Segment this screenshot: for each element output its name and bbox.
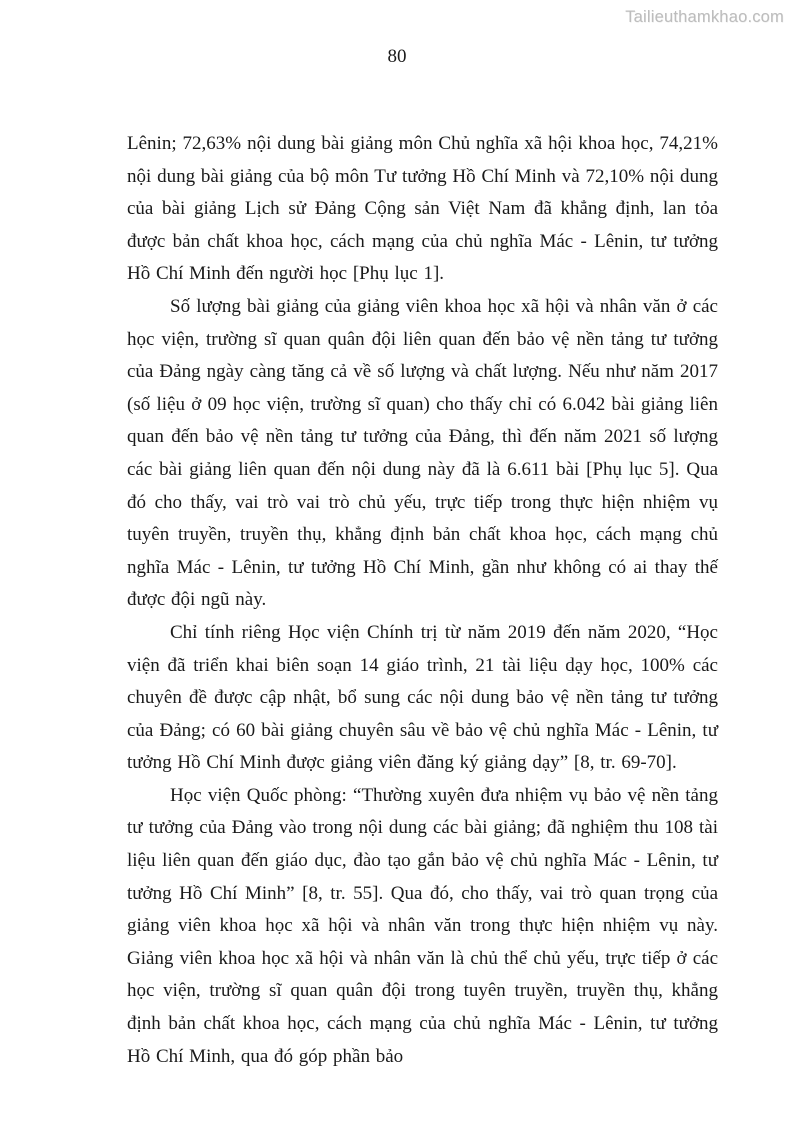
paragraph-lecture-counts: Số lượng bài giảng của giảng viên khoa học xã hội và nhân văn ở các học viện, trường sĩ quan quân đội liên quan đến bảo vệ nền tảng tư tưởng của Đảng ngày càng tăng cả về số lượng và chất lượng. Nếu như năm 2017 (số liệu ở 09 học viện, trường sĩ quan) cho thấy chỉ có 6.042 bài giảng liên quan đến bảo vệ nền tảng tư tưởng của Đảng, thì đến năm 2021 số lượng các bài giảng liên quan đến nội dung này đã là 6.611 bài [Phụ lục 5]. Qua đó cho thấy, vai trò vai trò chủ yếu, trực tiếp trong thực hiện nhiệm vụ tuyên truyền, truyền thụ, khẳng định bản chất khoa học, cách mạng chủ nghĩa Mác - Lênin, tư tưởng Hồ Chí Minh, gần như không có ai thay thế được đội ngũ này.	[127, 295, 718, 611]
page-number: 80	[387, 46, 407, 67]
paragraph-hoc-vien-quoc-phong: Học viện Quốc phòng: “Thường xuyên đưa nhiệm vụ bảo vệ nền tảng tư tưởng của Đảng vào trong nội dung các bài giảng; đã nghiệm thu 108 tài liệu liên quan đến giáo dục, đào tạo gắn bảo vệ chủ nghĩa Mác - Lênin, tư tưởng Hồ Chí Minh” [8, tr. 55]. Qua đó, cho thấy, vai trò quan trọng của giảng viên khoa học xã hội và nhân văn trong thực hiện nhiệm vụ này. Giảng viên khoa học xã hội và nhân văn là chủ thể chủ yếu, trực tiếp ở các học viện, trường sĩ quan quân đội trong tuyên truyền, truyền thụ, khẳng định bản chất khoa học, cách mạng của chủ nghĩa Mác - Lênin, tư tưởng Hồ Chí Minh, qua đó góp phần bảo	[127, 784, 718, 1067]
paragraph-continuation: Lênin; 72,63% nội dung bài giảng môn Chủ nghĩa xã hội khoa học, 74,21% nội dung bài giảng của bộ môn Tư tưởng Hồ Chí Minh và 72,10% nội dung của bài giảng Lịch sử Đảng Cộng sản Việt Nam đã khẳng định, lan tỏa được bản chất khoa học, cách mạng của chủ nghĩa Mác - Lênin, tư tưởng Hồ Chí Minh đến người học [Phụ lục 1].	[127, 133, 718, 285]
document-body	[127, 128, 718, 1073]
paragraph-hoc-vien-chinh-tri: Chỉ tính riêng Học viện Chính trị từ năm 2019 đến năm 2020, “Học viện đã triển khai biên soạn 14 giáo trình, 21 tài liệu dạy học, 100% các chuyên đề được cập nhật, bổ sung các nội dung bảo vệ nền tảng tư tưởng của Đảng; có 60 bài giảng chuyên sâu về bảo vệ chủ nghĩa Mác - Lênin, tư tưởng Hồ Chí Minh được giảng viên đăng ký giảng dạy” [8, tr. 69-70].	[127, 621, 718, 774]
watermark: Tailieuthamkhao.com	[625, 8, 784, 26]
